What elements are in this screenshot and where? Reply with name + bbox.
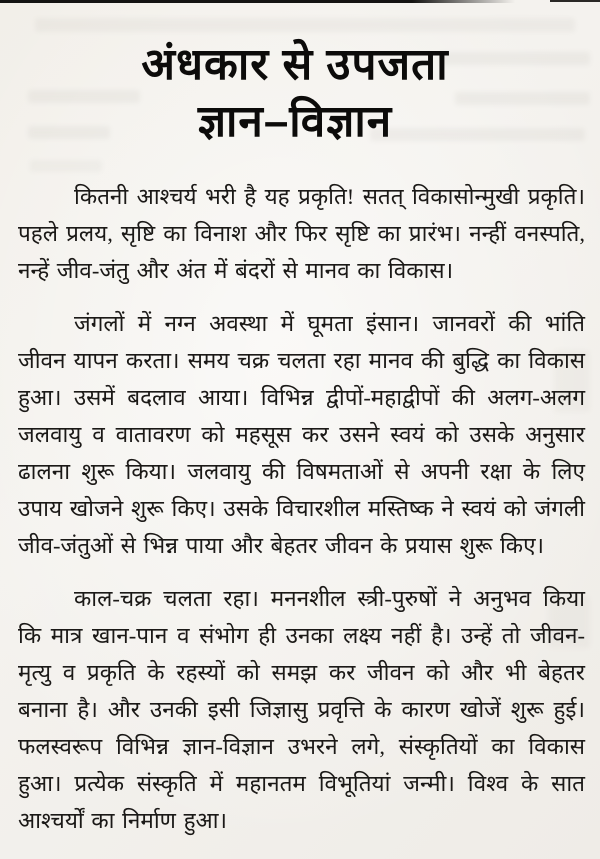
bleed-through-artifact — [35, 18, 575, 32]
page-title — [0, 36, 590, 150]
paragraph: कितनी आश्चर्य भरी है यह प्रकृति! सतत् विकासोन्मुखी प्रकृति। पहले प्रलय, सृष्टि का विनाश और फिर सृष्टि का प्रारंभ। नन्हीं वनस्पति, नन्हें जीव-जंतु और अंत में बंदरों से मानव का विकास। — [18, 184, 585, 283]
scan-edge-artifact — [550, 0, 600, 2]
page-title-line-1: अंधकार से उपजता — [141, 40, 449, 89]
paragraph: काल-चक्र चलता रहा। मननशील स्त्री-पुरुषों ने अनुभव किया कि मात्र खान-पान व संभोग ही उनका लक्ष्य नहीं है। उन्हें तो जीवन-मृत्यु व प्रकृति के रहस्यों को समझ कर जीवन को और भी बेहतर बनाना है। और उनकी इसी जिज्ञासु प्रवृत्ति के कारण खोजें शुरू हुई। फलस्वरूप विभिन्न ज्ञान-विज्ञान उभरने लगे, संस्कृतियों का विकास हुआ। प्रत्येक संस्कृति में महानतम विभूतियां जन्मी। विश्व के सात आश्चर्यों का निर्माण हुआ। — [18, 586, 585, 833]
paragraph: जंगलों में नग्न अवस्था में घूमता इंसान। जानवरों की भांति जीवन यापन करता। समय चक्र चलता रहा मानव की बुद्धि का विकास हुआ। उसमें बदलाव आया। विभिन्न द्वीपों-महाद्वीपों की अलग-अलग जलवायु व वातावरण को महसूस कर उसने स्वयं को उसके अनुसार ढालना शुरू किया। जलवायु की विषमताओं से अपनी रक्षा के लिए उपाय खोजने शुरू किए। उसके विचारशील मस्तिष्क ने स्वयं को जंगली जीव-जंतुओं से भिन्न पाया और बेहतर जीवन के प्रयास शुरू किए। — [18, 311, 585, 558]
page-title-line-2: ज्ञान–विज्ञान — [197, 97, 393, 146]
bleed-through-artifact — [30, 160, 102, 172]
body-text — [18, 178, 585, 855]
scan-edge-artifact — [0, 0, 515, 3]
